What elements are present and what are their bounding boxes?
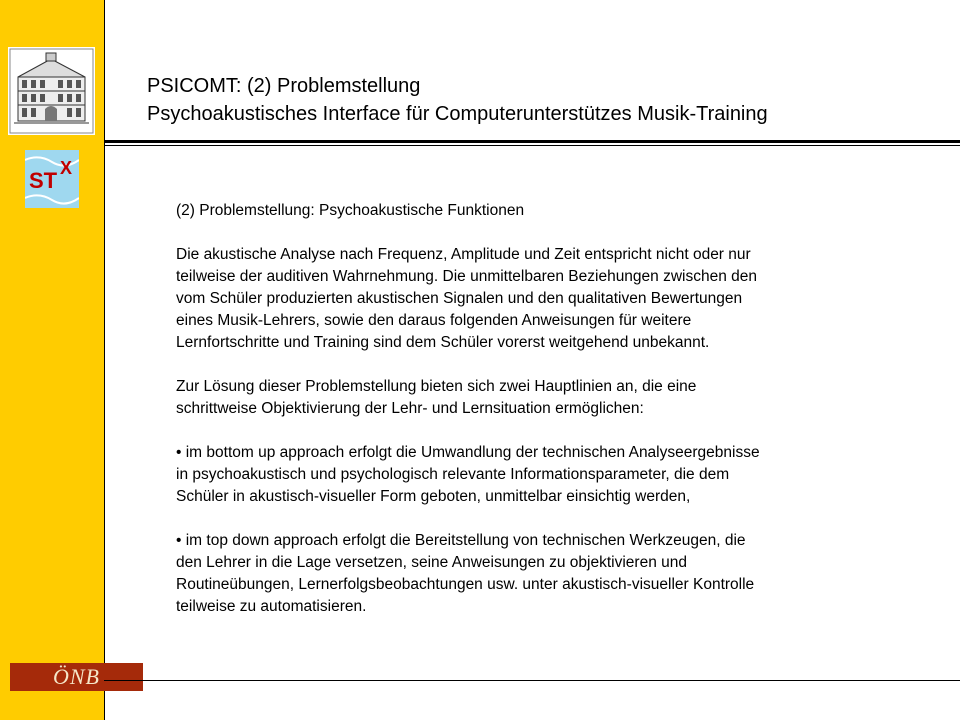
onb-logo: ÖNB bbox=[10, 663, 143, 691]
section-heading: (2) Problemstellung: Psychoakustische Funktionen bbox=[176, 202, 525, 219]
text-line: teilweise zu automatisieren. bbox=[176, 598, 367, 615]
sidebar bbox=[0, 0, 105, 720]
text-line: den Lehrer in die Lage versetzen, seine Anweisungen zu objektivieren und bbox=[176, 554, 687, 571]
header-divider bbox=[104, 140, 960, 143]
text-line: vom Schüler produzierten akustischen Signalen und den qualitativen Bewertungen bbox=[176, 290, 743, 307]
text-line: • im bottom up approach erfolgt die Umwandlung der technischen Analyseergebnisse bbox=[176, 444, 760, 461]
text-line: schrittweise Objektivierung der Lehr- und Lernsituation ermöglichen: bbox=[176, 400, 644, 417]
text-line: teilweise der auditiven Wahrnehmung. Die unmittelbaren Beziehungen zwischen den bbox=[176, 268, 758, 285]
text-line: in psychoakustisch und psychologisch relevante Informationsparameter, die dem bbox=[176, 466, 730, 483]
stx-text: ST bbox=[29, 168, 58, 193]
paragraph-intro bbox=[176, 244, 896, 354]
page-subtitle: Psychoakustisches Interface für Computerunterstützes Musik-Training bbox=[147, 103, 768, 125]
text-line: Die akustische Analyse nach Frequenz, Amplitude und Zeit entspricht nicht oder nur bbox=[176, 246, 751, 263]
page-title: PSICOMT: (2) Problemstellung bbox=[147, 75, 421, 97]
text-line: Zur Lösung dieser Problemstellung bieten sich zwei Hauptlinien an, die eine bbox=[176, 378, 697, 395]
text-line: Schüler in akustisch-visueller Form geboten, unmittelbar einsichtig werden, bbox=[176, 488, 691, 505]
footer-divider bbox=[104, 680, 960, 681]
stx-logo-icon bbox=[25, 150, 79, 208]
paragraph-solution bbox=[176, 376, 896, 420]
bullet-top-down bbox=[176, 530, 896, 618]
header-divider-thin bbox=[104, 145, 960, 146]
text-line: • im top down approach erfolgt die Bereitstellung von technischen Werkzeugen, die bbox=[176, 532, 746, 549]
text-line: eines Musik-Lehrers, sowie den daraus folgenden Anweisungen für weitere bbox=[176, 312, 692, 329]
stx-superscript: X bbox=[60, 158, 73, 178]
content-body bbox=[176, 200, 896, 640]
bullet-bottom-up bbox=[176, 442, 896, 508]
text-line: Routineübungen, Lernerfolgsbeobachtungen usw. unter akustisch-visueller Kontrolle bbox=[176, 576, 755, 593]
building-logo-icon bbox=[8, 47, 95, 135]
text-line: Lernfortschritte und Training sind dem Schüler vorerst weitgehend unbekannt. bbox=[176, 334, 710, 351]
